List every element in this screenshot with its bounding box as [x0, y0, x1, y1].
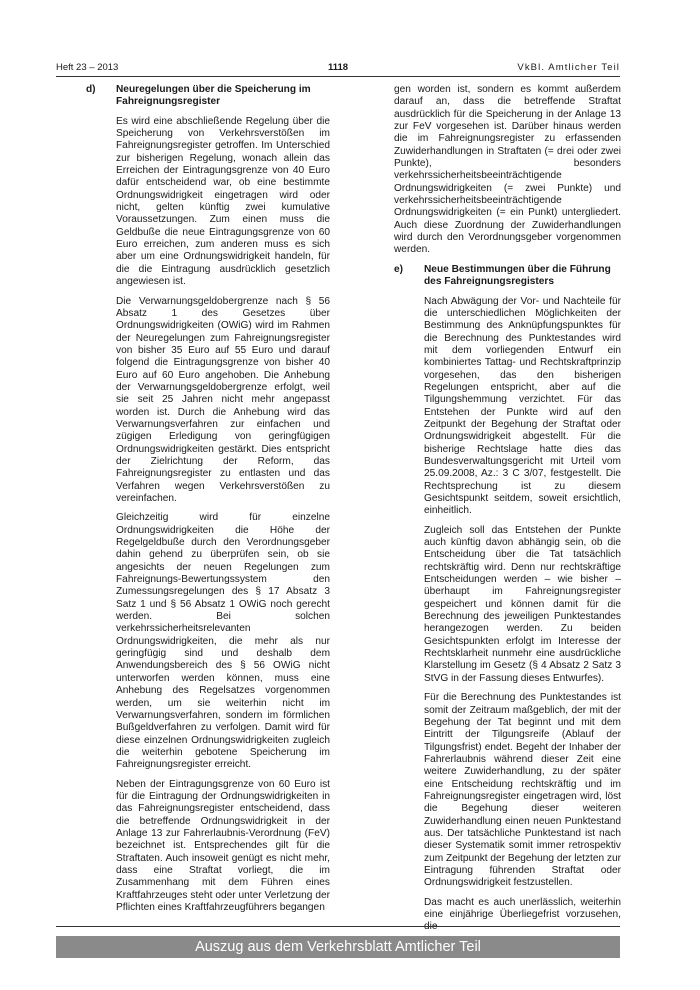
- section-d-title: Neuregelungen über die Speicherung im Fahreignungsregister: [116, 84, 311, 108]
- section-e-letter: e): [394, 263, 404, 275]
- paragraph: Für die Berechnung des Punktestandes ist somit der Zeitraum maßgeblich, der mit der Begehung der Tat beginnt und mit dem Eintritt der Tilgungsreife (Ablauf der Tilgungsfrist) endet. Begeht der Inhaber der Fahrerlaubnis während dieser Zeit eine weitere Zuwiderhandlung, zu der später eine Entscheidung rechtskräftig und im Fahreignungsregister eingetragen wird, löst die Begehung dieser weiteren Zuwiderhandlung einen neuen Punktestand aus. Der tatsächliche Punktestand ist nach dieser Systematik somit immer retrospektiv zum Zeitpunkt der Begehung der letzten zur Eintragung führenden Straftat oder Ordnungswidrigkeit festzustellen.: [424, 692, 621, 889]
- section-e-heading: [394, 264, 621, 289]
- section-e-title: Neue Bestimmungen über die Führung des Fahreignungsregisters: [424, 263, 611, 288]
- paragraph: Das macht es auch unerlässlich, weiterhin eine einjährige Überliegefrist vorzusehen, die: [424, 896, 621, 933]
- page-header: [56, 62, 620, 76]
- page-number: 1118: [327, 62, 349, 73]
- section-d-letter: d): [86, 84, 96, 95]
- paragraph: Gleichzeitig wird für einzelne Ordnungswidrigkeiten die Höhe der Regelgeldbuße durch den Verordnungsgeber dahin gehend zu überprüfen sein, ob sie angesichts der neuen Regelungen zum Fahreignungs-Bewertungssystem den Zumessungsregelungen des § 17 Absatz 3 Satz 1 und § 56 Absatz 1 OWiG noch gerecht werden. Bei solchen verkehrssicherheitsrelevanten Ordnungswidrigkeiten, die mehr als nur geringfügig sind und deshalb dem Anwendungsbereich des § 56 OWiG nicht unterworfen werden können, muss eine Anhebung des Regelsatzes vorgenommen werden, um sie weiterhin nicht im Verwarnungsverfahren, sondern im förmlichen Bußgeldverfahren zu verfolgen. Damit wird für diese einzelnen Ordnungswidrigkeiten zugleich die weiterhin gebotene Speicherung im Fahreignungsregister erreicht.: [116, 512, 330, 771]
- right-column: [394, 84, 621, 941]
- continuation-paragraph: gen worden ist, sondern es kommt außerdem darauf an, dass die betreffende Straftat ausdrücklich für die Speicherung in der Anlage 13 zur FeV vorgesehen ist. Darüber hinaus werden die im Fahreignungsregister zu erfassenden Zuwiderhandlungen in Straftaten (= drei oder zwei Punkte), besonders verkehrssicherheitsbeeinträchtigende Ordnungswidrigkeiten (= zwei Punkte) und verkehrssicherheitsbeeinträchtigende Ordnungswidrigkeiten (= ein Punkt) untergliedert. Auch diese Zuordnung der Zuwiderhandlungen wird durch den Verordnungsgeber vorgenommen werden.: [394, 84, 621, 256]
- paragraph: Die Verwarnungsgeldobergrenze nach § 56 Absatz 1 des Gesetzes über Ordnungswidrigkeiten (OWiG) wird im Rahmen der Neuregelungen zum Fahreignungsregister von bisher 35 Euro auf 55 Euro und darauf folgend die Eintragungsgrenze von bisher 40 Euro auf 60 Euro angehoben. Die Anhebung der Verwarnungsgeldobergrenze erfolgt, weil sie seit 25 Jahren nicht mehr angepasst worden ist. Durch die Anhebung wird das Verwarnungsverfahren zur einfachen und zügigen Erledigung von geringfügigen Ordnungswidrigkeiten gestärkt. Dies entspricht der Zielrichtung der Reform, das Fahreignungsregister zu entlasten und das Verfahren wegen Verkehrsverstößen zu vereinfachen.: [116, 295, 330, 504]
- section-d-heading: [86, 84, 330, 109]
- issue-label: Heft 23 – 2013: [56, 62, 119, 73]
- header-divider: [56, 76, 620, 77]
- section-d-body: [86, 116, 330, 915]
- footer-divider: [56, 926, 620, 927]
- paragraph: Nach Abwägung der Vor- und Nachteile für die unterschiedlichen Möglichkeiten der Bestimmung des Anknüpfungspunktes für die Berechnung des Punktestandes wird mit dem vorliegenden Entwurf ein kombiniertes Tattag- und Rechtskraftprinzip vorgesehen, das den bisherigen Regelungen entspricht, aber auf die Tilgungshemmung verzichtet. Für das Entstehen der Punkte wird auf den Zeitpunkt der Begehung der Straftat oder Ordnungswidrigkeit abgestellt. Für die bisherige Rechtslage hatte dies das Bundesverwaltungsgericht mit Urteil vom 25.09.2008, Az.: 3 C 3/07, festgestellt. Die Rechtsprechung ist zu diesem Gesichtspunkt seitdem, soweit ersichtlich, einheitlich.: [424, 295, 621, 517]
- paragraph: Zugleich soll das Entstehen der Punkte auch künftig davon abhängig sein, ob die Entscheidung über die Tat tatsächlich rechtskräftig wird. Denn nur rechtskräftige Entscheidungen werden – wie bisher – überhaupt im Fahreignungsregister gespeichert und können damit für die Berechnung des jeweiligen Punktestandes herangezogen werden. Zu beiden Gesichtspunkten erfolgt im Interesse der Rechtsklarheit nunmehr eine ausdrückliche Klarstellung im Gesetz (§ 4 Absatz 2 Satz 3 StVG in der Fassung dieses Entwurfes).: [424, 524, 621, 684]
- left-column: [86, 84, 330, 921]
- paragraph: Es wird eine abschließende Regelung über die Speicherung von Verkehrsverstößen im Fahreignungsregister getroffen. Im Unterschied zur bisherigen Regelung, wonach allein das Erreichen der Eintragungsgrenze von 40 Euro dafür entscheidend war, ob eine bestimmte Ordnungswidrigkeit eingetragen wird oder nicht, gelten künftig zwei kumulative Voraussetzungen. Zum einen muss die Geldbuße die neue Eintragungsgrenze von 60 Euro erreichen, zum anderen muss es sich aber um eine Ordnungswidrigkeit handeln, für die die Eintragung ausdrücklich gesetzlich angewiesen ist.: [116, 115, 330, 288]
- footer-banner: Auszug aus dem Verkehrsblatt Amtlicher Teil: [56, 936, 620, 958]
- paragraph: Neben der Eintragungsgrenze von 60 Euro ist für die Eintragung der Ordnungswidrigkeiten in das Fahreignungsregister entscheidend, dass die betreffende Ordnungswidrigkeit in der Anlage 13 zur Fahrerlaubnis-Verordnung (FeV) bezeichnet ist. Entsprechendes gilt für die Straftaten. Auch insoweit genügt es nicht mehr, dass eine Straftat vorliegt, die im Zusammenhang mit dem Führen eines Kraftfahrzeuges steht oder unter Verletzung der Pflichten eines Kraftfahrzeugführers begangen: [116, 778, 330, 913]
- section-e-body: [394, 296, 621, 934]
- publication-title: VkBl. Amtlicher Teil: [517, 62, 620, 73]
